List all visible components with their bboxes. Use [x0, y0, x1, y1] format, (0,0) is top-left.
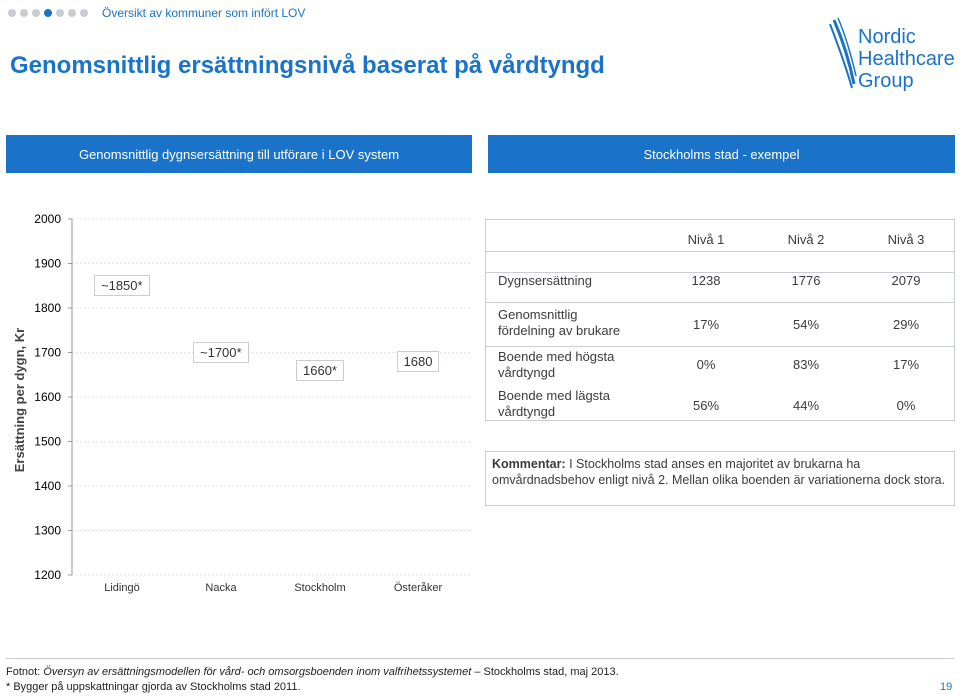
nav-dot-active[interactable] [44, 9, 52, 17]
footnote [6, 666, 619, 678]
y-tick-label: 1200 [34, 568, 61, 582]
cell-value: 44% [792, 398, 820, 413]
nav-dot[interactable] [32, 9, 40, 17]
cell-value: 17% [692, 317, 720, 332]
data-label: 1660* [296, 360, 344, 381]
footnote-rest: Stockholms stad, maj 2013. [480, 666, 619, 678]
comment-label: Kommentar: [492, 457, 566, 471]
row-label: Boende med högsta vårdtyngd [498, 349, 615, 380]
comment-box [485, 451, 955, 506]
overview-link[interactable]: Översikt av kommuner som infört LOV [102, 6, 306, 20]
logo-line: Nordic [858, 26, 916, 48]
cell-value: 54% [792, 317, 820, 332]
page-title: Genomsnittlig ersättningsnivå baserat på vårdtyngd [10, 52, 605, 79]
left-section-header: Genomsnittlig dygnsersättning till utförare i LOV system [6, 135, 472, 173]
level-header: Nivå 2 [787, 232, 825, 247]
footnote-source: Översyn av ersättningsmodellen för vård- och omsorgsboenden inom valfrihetssystemet – [43, 666, 481, 678]
y-tick-label: 1400 [34, 479, 61, 493]
y-tick-label: 1300 [34, 523, 61, 538]
logo-line: Group [858, 70, 914, 92]
cell-value: 29% [892, 317, 920, 332]
nav-dot[interactable] [80, 9, 88, 17]
footer-divider [6, 658, 954, 659]
x-tick-label: Österåker [393, 582, 443, 594]
y-axis-label: Ersättning per dygn, Kr [12, 327, 27, 473]
cell-value: 0% [696, 357, 716, 372]
cell-value: 1776 [791, 273, 821, 288]
table-row [486, 272, 954, 298]
cell-value: 2079 [891, 273, 921, 288]
row-label: Boende med lägsta vårdtyngd [498, 388, 611, 419]
cell-value: 17% [892, 357, 920, 372]
y-tick-label: 1500 [34, 434, 61, 449]
slide-nav [8, 6, 305, 20]
comment-text: I Stockholms stad anses en majoritet av brukarna ha omvårdnadsbehov enligt nivå 2. Mellan olika boenden är variationerna dock stora. [492, 457, 946, 487]
nav-dot[interactable] [20, 9, 28, 17]
cell-value: 56% [692, 398, 720, 413]
y-tick-label: 1700 [34, 345, 61, 360]
y-tick-label: 1800 [34, 301, 61, 315]
table-header-row [486, 232, 954, 252]
company-logo [826, 14, 956, 94]
page-number: 19 [940, 681, 953, 693]
footnote-line2: * Bygger på uppskattningar gjorda av Stockholms stad 2011. [6, 681, 301, 693]
logo-line: Healthcare [858, 48, 955, 70]
level-header: Nivå 3 [887, 232, 925, 247]
table-row [486, 346, 954, 386]
x-tick-label: Stockholm [294, 582, 346, 594]
y-tick-label: 1900 [34, 256, 61, 271]
footnote-prefix: Fotnot: [6, 666, 44, 678]
level-table [485, 219, 955, 421]
nav-dot[interactable] [68, 9, 76, 17]
table-row [486, 386, 954, 422]
nav-dot[interactable] [56, 9, 64, 17]
cell-value: 0% [896, 398, 916, 413]
row-label: Dygnsersättning [498, 273, 592, 288]
level-header: Nivå 1 [687, 232, 725, 247]
data-label: ~1700* [193, 342, 249, 363]
x-tick-label: Nacka [205, 582, 237, 594]
right-section-header: Stockholms stad - exempel [488, 135, 955, 173]
cell-value: 83% [792, 357, 820, 372]
nav-dot[interactable] [8, 9, 16, 17]
cell-value: 1238 [691, 273, 721, 288]
data-label: 1680 [397, 351, 440, 372]
data-label: ~1850* [94, 275, 150, 296]
y-tick-label: 1600 [34, 390, 61, 404]
y-tick-label: 2000 [34, 212, 61, 226]
table-row [486, 302, 954, 346]
x-tick-label: Lidingö [104, 582, 140, 594]
bar-chart [0, 200, 480, 600]
row-label: Genomsnittlig fördelning av brukare [498, 307, 621, 338]
